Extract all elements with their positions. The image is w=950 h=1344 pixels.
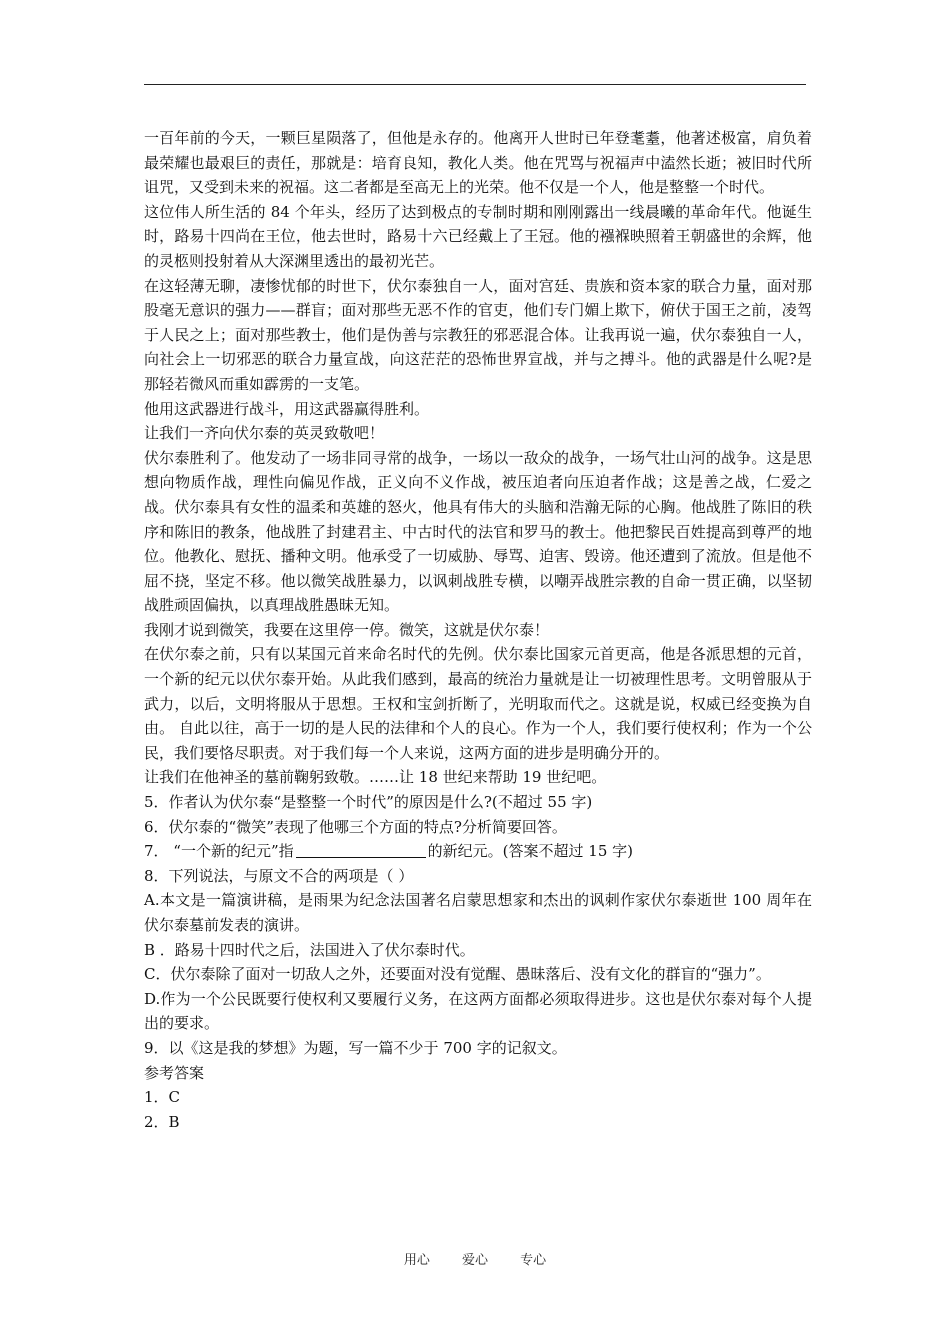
- paragraph: 我刚才说到微笑，我要在这里停一停。微笑，这就是伏尔泰！: [144, 620, 550, 639]
- answer-1: 1．C: [144, 1088, 181, 1107]
- answer-2: 2．B: [144, 1112, 180, 1131]
- question-5: 5．作者认为伏尔泰“是整整一个时代”的原因是什么?(不超过 55 字): [144, 793, 593, 812]
- question-7-suffix: 的新纪元。(答案不超过 15 字): [427, 842, 633, 861]
- paragraph: 让我们一齐向伏尔泰的英灵致敬吧！: [144, 424, 385, 443]
- header-rule: [144, 84, 806, 85]
- paragraph: 伏尔泰胜利了。他发动了一场非同寻常的战争，一场以一敌众的战争，一场气壮山河的战争。这是思想向物质作战，理性向偏见作战，正义向不义作战，被压迫者向压迫者作战；这是善之战，仁爱之战。伏尔泰具有女性的温柔和英雄的怒火，他具有伟大的头脑和浩瀚无际的心胸。他战胜了陈旧的秩序和陈旧的教条，他战胜了封建君主、中古时代的法官和罗马的教士。他把黎民百姓提高到尊严的地位。他教化、慰抚、播种文明。他承受了一切威胁、辱骂、迫害、毁谤。他还遭到了流放。但是他不屈不挠，坚定不移。他以微笑战胜暴力，以讽刺战胜专横，以嘲弄战胜宗教的自命一贯正确，以坚韧战胜顽固偏执，以真理战胜愚昧无知。: [144, 448, 812, 615]
- footer-text: 用心: [403, 1253, 430, 1268]
- option-b: B ．路易十四时代之后，法国进入了伏尔泰时代。: [144, 940, 475, 959]
- option-a: A.本文是一篇演讲稿，是雨果为纪念法国著名启蒙思想家和杰出的讽刺作家伏尔泰逝世 100 周年在伏尔泰墓前发表的演讲。: [144, 891, 812, 934]
- question-7-prefix: 7． “一个新的纪元”指: [144, 842, 294, 861]
- paragraph: 一百年前的今天，一颗巨星陨落了，但他是永存的。他离开人世时已年登耄耋，他著述极富，肩负着最荣耀也最艰巨的责任，那就是：培育良知，教化人类。他在咒骂与祝福声中溘然长逝；被旧时代所诅咒，又受到未来的祝福。这二者都是至高无上的光荣。他不仅是一个人，他是整整一个时代。: [144, 129, 812, 197]
- paragraph: 在伏尔泰之前，只有以某国元首来命名时代的先例。伏尔泰比国家元首更高，他是各派思想的元首，一个新的纪元以伏尔泰开始。从此我们感到，最高的统治力量就是让一切被理性思考。文明曾服从于武力，以后，文明将服从于思想。王权和宝剑折断了，光明取而代之。这就是说，权威已经变换为自由。 自此以往，高于一切的是人民的法律和个人的良心。作为一个人，我们要行使权利；作为一个公民，我们要恪尽职责。对于我们每一个人来说，这两方面的进步是明确分开的。: [144, 645, 812, 762]
- footer-text: 爱心: [461, 1253, 488, 1268]
- question-7: [144, 839, 812, 864]
- question-8: 8．下列说法，与原文不合的两项是（ ）: [144, 866, 414, 885]
- option-d: D.作为一个公民既要行使权利又要履行义务，在这两方面都必须取得进步。这也是伏尔泰对每个人提出的要求。: [144, 989, 812, 1033]
- paragraph: 这位伟人所生活的 84 个年头，经历了达到极点的专制时期和刚刚露出一线晨曦的革命年代。他诞生时，路易十四尚在王位，他去世时，路易十六已经戴上了王冠。他的襁褓映照着王朝盛世的余辉，他的灵柩则投射着从大深渊里透出的最初光芒。: [144, 202, 812, 270]
- document-body: [144, 126, 812, 1134]
- question-9: 9．以《这是我的梦想》为题，写一篇不少于 700 字的记叙文。: [144, 1038, 567, 1057]
- paragraph: 他用这武器进行战斗，用这武器赢得胜利。: [144, 399, 430, 418]
- paragraph: 在这轻薄无聊，凄惨忧郁的时世下，伏尔泰独自一人，面对宫廷、贵族和资本家的联合力量，面对那股毫无意识的强力——群盲；面对那些无恶不作的官吏，他们专门媚上欺下，俯伏于国王之前，凌驾于人民之上；面对那些教士，他们是伪善与宗教狂的邪恶混合体。让我再说一遍，伏尔泰独自一人，向社会上一切邪恶的联合力量宣战，向这茫茫的恐怖世界宣战，并与之搏斗。他的武器是什么呢?是那轻若微风而重如霹雳的一支笔。: [144, 276, 812, 393]
- question-6: 6．伏尔泰的“微笑”表现了他哪三个方面的特点?分析简要回答。: [144, 817, 567, 836]
- answer-heading: 参考答案: [144, 1063, 205, 1082]
- paragraph: 让我们在他神圣的墓前鞠躬致敬。……让 18 世纪来帮助 19 世纪吧。: [144, 768, 607, 787]
- page-footer: [0, 1249, 950, 1268]
- option-c: C．伏尔泰除了面对一切敌人之外，还要面对没有觉醒、愚昧落后、没有文化的群盲的“强力”。: [144, 965, 771, 984]
- answer-blank[interactable]: [296, 843, 426, 858]
- footer-text: 专心: [520, 1253, 547, 1268]
